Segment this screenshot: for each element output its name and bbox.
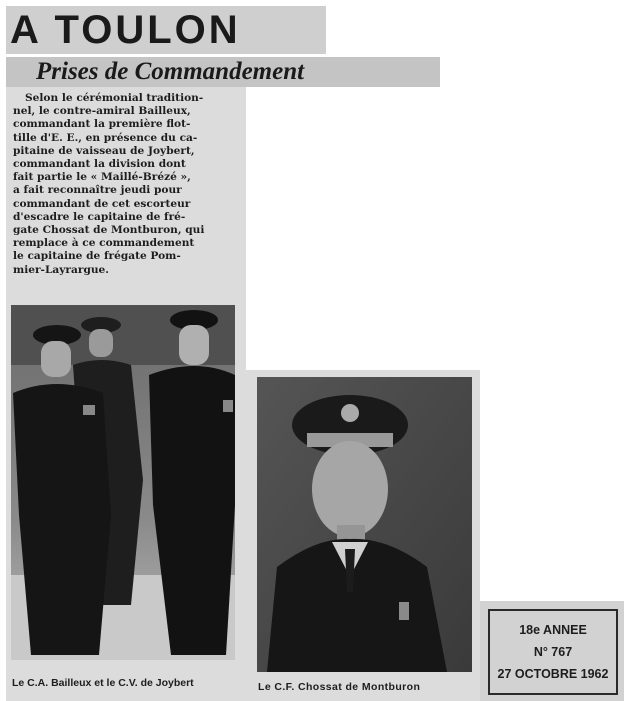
article-line: fait partie le « Maillé-Brézé », bbox=[13, 171, 191, 184]
article-line: remplace à ce commandement bbox=[13, 237, 195, 250]
article-line: nel, le contre-amiral Bailleux, bbox=[13, 105, 191, 118]
article-line: d'escadre le capitaine de fré- bbox=[13, 210, 186, 223]
article-line: commandant la division dont bbox=[13, 158, 186, 171]
edition-box bbox=[488, 609, 618, 695]
headline: A TOULON bbox=[6, 6, 326, 54]
article-line: commandant de cet escorteur bbox=[13, 197, 191, 210]
caption-left: Le C.A. Bailleux et le C.V. de Joybert bbox=[12, 677, 194, 689]
caption-right: Le C.F. Chossat de Montburon bbox=[258, 681, 421, 693]
article-line: pitaine de vaisseau de Joybert, bbox=[13, 144, 195, 157]
article-line: mier-Layrargue. bbox=[13, 263, 109, 276]
edition-number: N° 767 bbox=[533, 645, 573, 659]
photo-officers bbox=[11, 305, 235, 660]
edition-block bbox=[480, 601, 624, 701]
photo-portrait-image bbox=[257, 377, 472, 672]
edition-date: 27 OCTOBRE 1962 bbox=[497, 667, 609, 681]
photo-portrait bbox=[257, 377, 472, 672]
article-line: a fait reconnaître jeudi pour bbox=[13, 184, 182, 197]
article-line: Selon le cérémonial tradition- bbox=[25, 92, 204, 104]
article-line: gate Chossat de Montburon, qui bbox=[13, 224, 205, 237]
article-line: tille d'E. E., en présence du ca- bbox=[13, 131, 198, 144]
edition-year: 18e ANNEE bbox=[519, 623, 587, 637]
subheadline: Prises de Commandement bbox=[6, 57, 440, 87]
article-line: commandant la première flot- bbox=[13, 118, 191, 131]
article-line: le capitaine de frégate Pom- bbox=[13, 250, 181, 263]
article-text bbox=[13, 92, 239, 277]
photo-officers-image bbox=[11, 305, 235, 660]
